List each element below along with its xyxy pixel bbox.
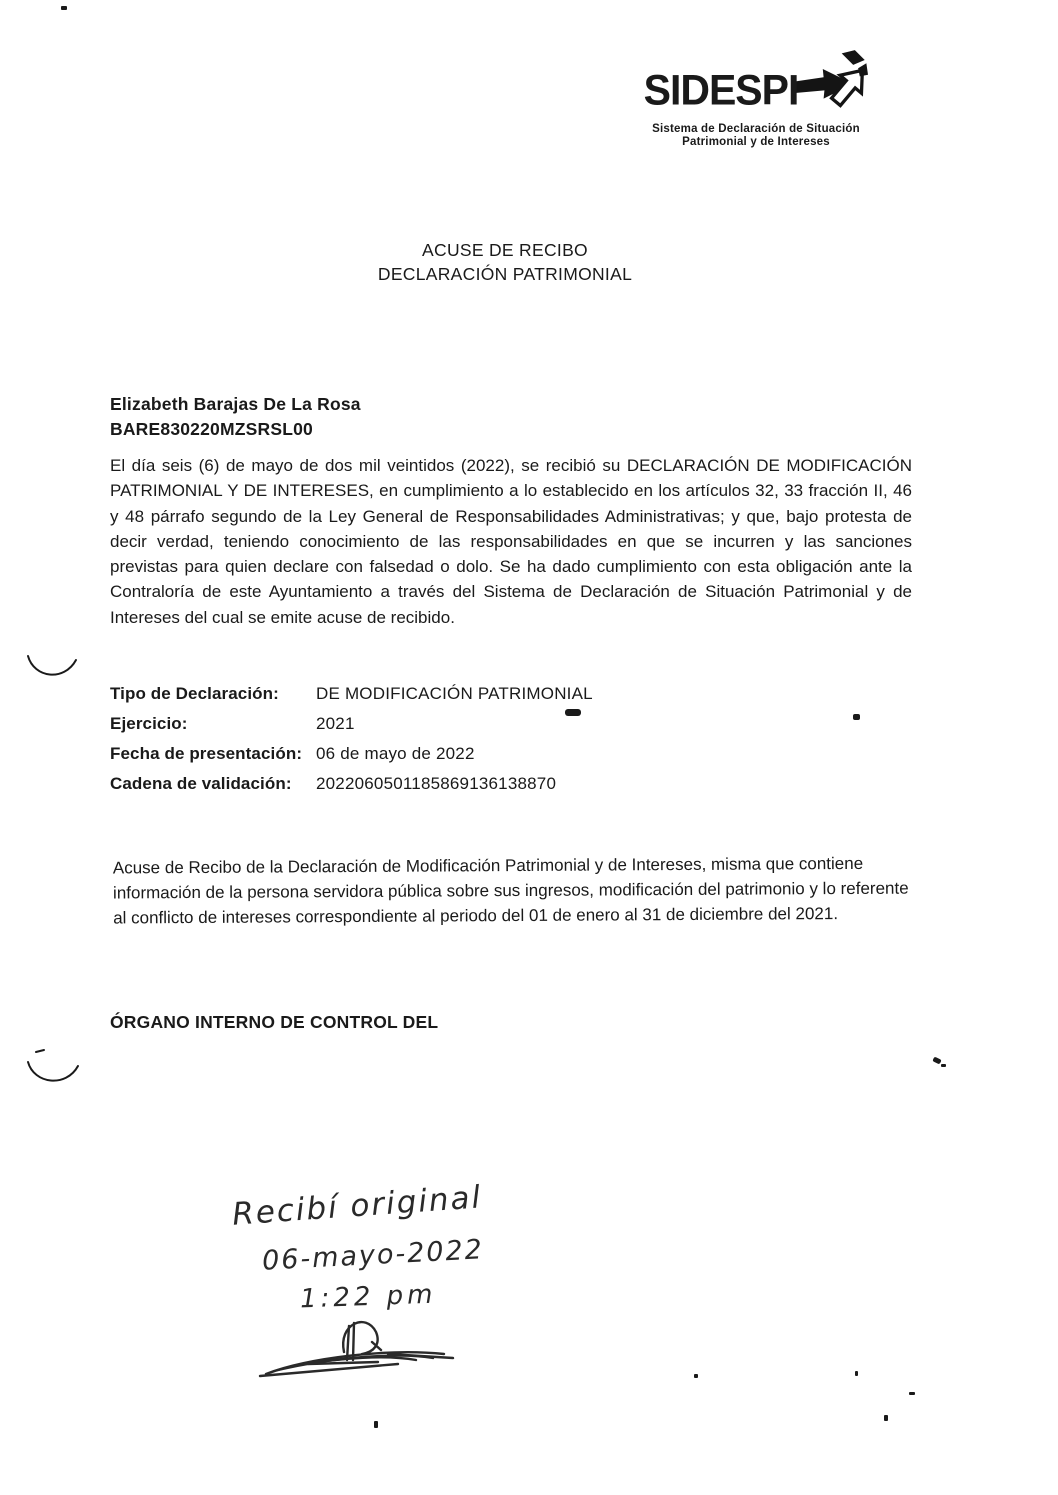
sidespi-logo — [636, 60, 876, 149]
detail-row-tipo — [110, 684, 593, 714]
detail-value: 2021 — [316, 714, 355, 733]
scan-artifact — [932, 1057, 941, 1065]
detail-label: Cadena de validación: — [110, 774, 292, 793]
detail-label: Tipo de Declaración: — [110, 684, 279, 703]
scan-artifact-curve — [24, 650, 82, 691]
recipient-curp: BARE830220MZSRSL00 — [110, 419, 313, 439]
detail-label: Fecha de presentación: — [110, 744, 303, 763]
detail-value: DE MODIFICACIÓN PATRIMONIAL — [316, 684, 593, 703]
detail-row-cadena — [110, 774, 593, 804]
logo-tagline-line2: Patrimonial y de Intereses — [682, 136, 830, 148]
scan-artifact — [884, 1415, 888, 1421]
title-line1: ACUSE DE RECIBO — [422, 240, 588, 260]
logo-tagline — [636, 123, 876, 149]
document-title — [305, 238, 705, 286]
scan-artifact — [853, 714, 860, 720]
scan-artifact — [374, 1421, 378, 1428]
handwritten-date: 06-mayo-2022 — [261, 1234, 485, 1277]
scan-artifact-curve — [24, 1046, 84, 1097]
scan-artifact — [565, 709, 581, 716]
logo-tagline-line1: Sistema de Declaración de Situación — [652, 123, 860, 135]
logo-wordmark: SIDESPI — [643, 65, 799, 115]
office-heading: ÓRGANO INTERNO DE CONTROL DEL — [110, 1012, 439, 1032]
recipient-name: Elizabeth Barajas De La Rosa — [110, 394, 361, 414]
sidespi-arrow-icon — [794, 50, 868, 121]
recipient-block — [110, 392, 361, 442]
scan-artifact — [941, 1064, 946, 1067]
body-paragraph: El día seis (6) de mayo de dos mil veintidos (2022), se recibió su DECLARACIÓN DE MODIFICACIÓN PATRIMONIAL Y DE INTERESES, en cumplimiento a lo establecido en los artículos 32, 33 fracción II, 46 y 48 párrafo segundo de la Ley General de Responsabilidades Administrativas; y que, bajo protesta de decir verdad, teniendo conocimiento de las responsabilidades en que se incurren y las sanciones previstas para quien declare con falsedad o dolo. Se ha dado cumplimiento con esta obligación ante la Contraloría de este Ayuntamiento a través del Sistema de Declaración de Situación Patrimonial y de Intereses del cual se emite acuse de recibido. — [110, 456, 912, 627]
scan-artifact — [855, 1371, 858, 1376]
detail-label: Ejercicio: — [110, 714, 188, 733]
handwritten-received-note: Recibí original — [231, 1179, 484, 1233]
declaration-details — [110, 684, 593, 804]
scan-artifact — [694, 1374, 698, 1378]
scan-artifact — [909, 1392, 915, 1395]
logo-row — [636, 60, 876, 121]
detail-value: 2022060501185869136138870 — [316, 774, 557, 793]
detail-value: 06 de mayo de 2022 — [316, 744, 475, 763]
handwritten-time: 1:22 pm — [299, 1279, 437, 1315]
summary-paragraph: Acuse de Recibo de la Declaración de Modificación Patrimonial y de Intereses, misma que contiene información de la persona servidora pública sobre sus ingresos, modificación del patrimonio y lo referente al conflicto de intereses correspondiente al periodo del 01 de enero al 31 de diciembre del 2021. — [112, 853, 909, 928]
title-line2: DECLARACIÓN PATRIMONIAL — [377, 264, 633, 284]
detail-row-ejercicio — [110, 714, 593, 744]
detail-row-fecha — [110, 744, 593, 774]
handwritten-signature — [248, 1302, 478, 1387]
scan-artifact — [61, 6, 67, 10]
